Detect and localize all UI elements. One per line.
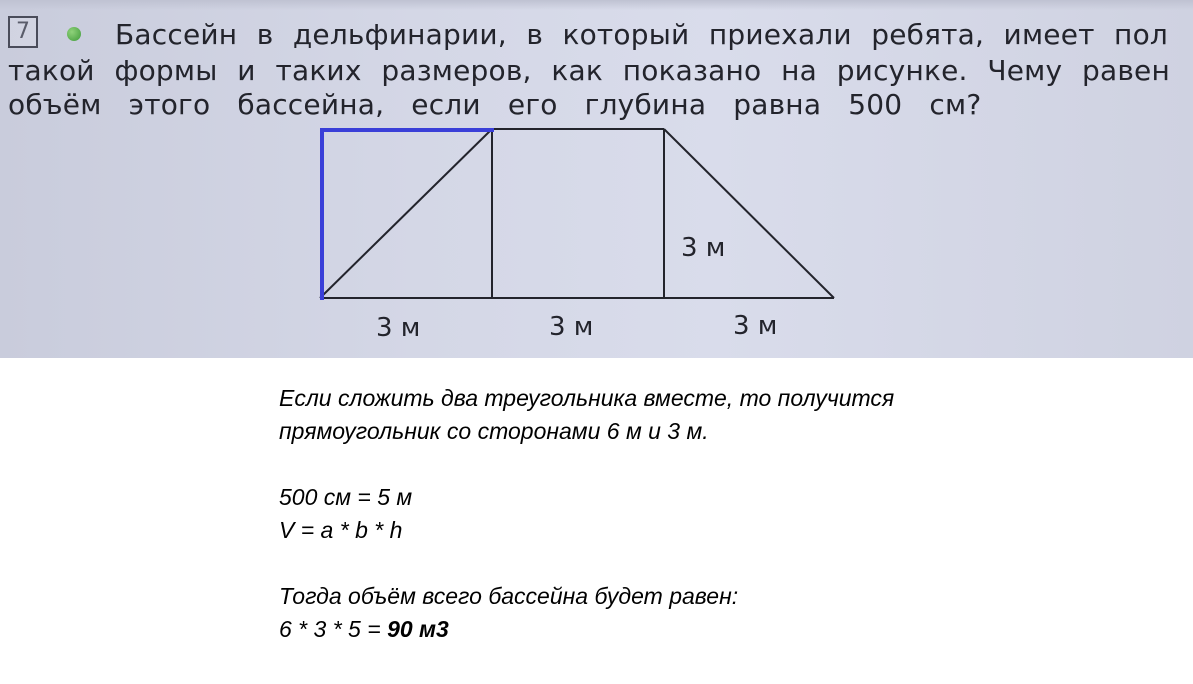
- spacer: [279, 547, 1079, 580]
- label-bottom-left: 3 м: [376, 313, 421, 343]
- diagram-right-slant: [664, 129, 834, 298]
- solution-line-3: 500 см = 5 м: [279, 484, 413, 510]
- task-text-line-3: объём этого бассейна, если его глубина равна 500 см?: [8, 88, 982, 121]
- diagram-left-diagonal: [320, 129, 492, 298]
- result-answer: 90 м3: [387, 616, 449, 642]
- label-bottom-middle: 3 м: [549, 312, 594, 342]
- solution-block: [279, 382, 1079, 646]
- solution-line-1: Если сложить два треугольника вместе, то получится: [279, 385, 895, 411]
- solution-formula: V = a * b * h: [279, 517, 403, 543]
- solution-result: [279, 613, 1079, 646]
- label-bottom-right: 3 м: [733, 311, 778, 341]
- solution-line-5: Тогда объём всего бассейна будет равен:: [279, 583, 739, 609]
- result-expression: 6 * 3 * 5 =: [279, 616, 388, 642]
- task-text-line-2: такой формы и таких размеров, как показано на рисунке. Чему равен: [8, 54, 1170, 87]
- task-number-box: 7: [8, 16, 38, 48]
- solution-line-2: прямоугольник со сторонами 6 м и 3 м.: [279, 418, 709, 444]
- spacer: [279, 448, 1079, 481]
- label-right-height: 3 м: [681, 233, 726, 263]
- task-text-line-1: Бассейн в дельфинарии, в который приехали ребята, имеет пол: [115, 18, 1168, 51]
